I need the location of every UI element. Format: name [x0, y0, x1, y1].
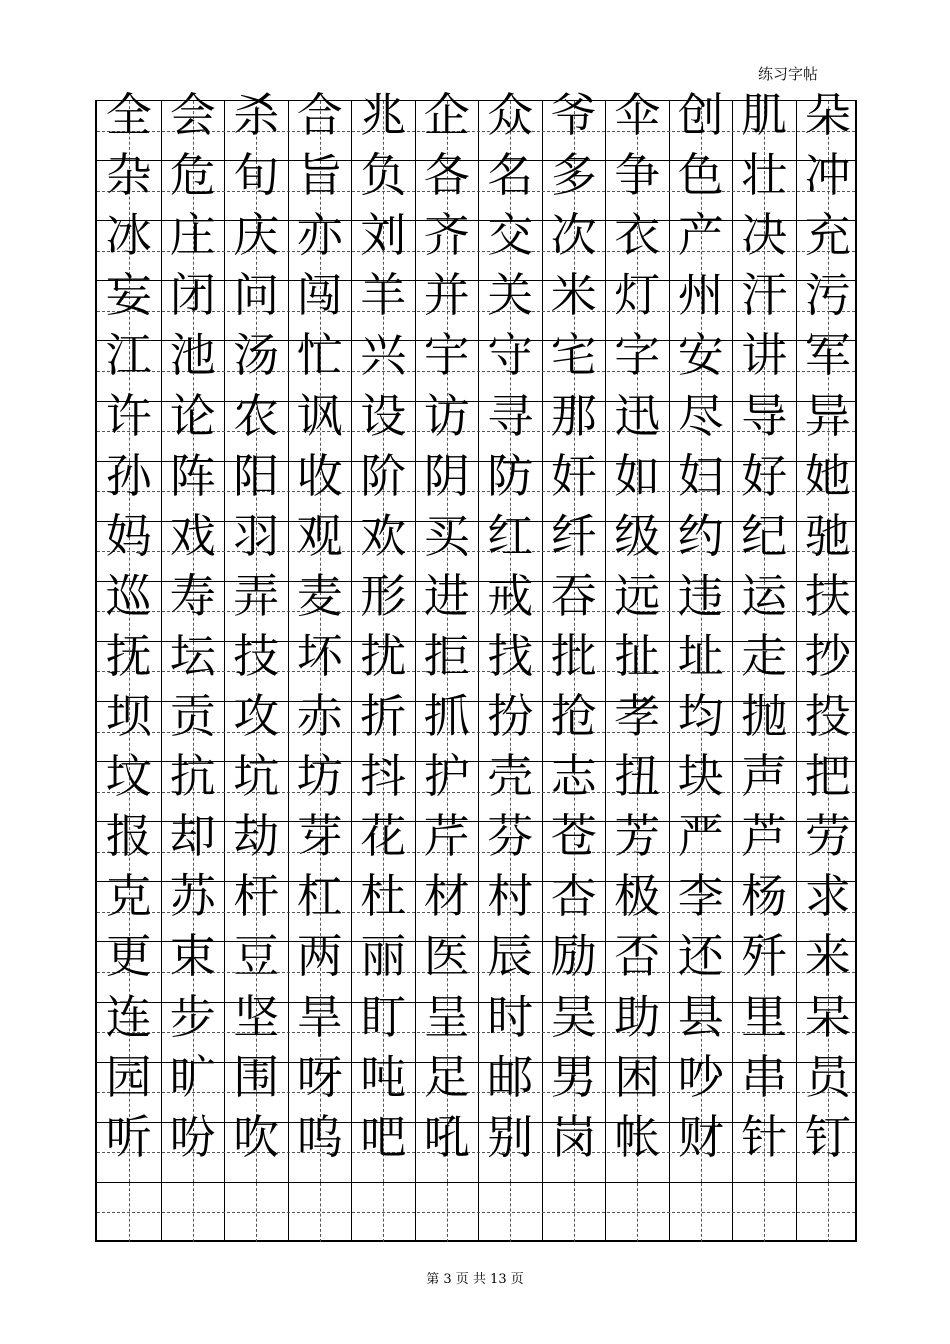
practice-character: 豆 — [233, 929, 280, 984]
practice-character: 杏 — [550, 869, 597, 924]
practice-character: 汤 — [233, 328, 280, 383]
practice-character: 名 — [487, 148, 534, 203]
practice-character: 赤 — [296, 689, 343, 744]
practice-character: 产 — [677, 208, 724, 263]
practice-character: 吴 — [550, 989, 597, 1044]
grid-cell — [669, 1109, 733, 1182]
practice-character: 扮 — [487, 689, 534, 744]
practice-character: 护 — [423, 749, 470, 804]
practice-character: 杂 — [105, 148, 152, 203]
practice-character: 决 — [741, 208, 788, 263]
practice-character: 旱 — [296, 989, 343, 1044]
practice-character: 访 — [423, 388, 470, 443]
practice-character: 羊 — [360, 268, 407, 323]
practice-character: 进 — [423, 568, 470, 623]
practice-character: 克 — [105, 869, 152, 924]
practice-character: 妄 — [105, 268, 152, 323]
grid-cell — [415, 1109, 479, 1182]
practice-character: 冲 — [804, 148, 851, 203]
practice-character: 妈 — [105, 508, 152, 563]
practice-character: 多 — [550, 148, 597, 203]
practice-character: 违 — [677, 568, 724, 623]
practice-character: 扰 — [360, 628, 407, 683]
practice-character: 杀 — [233, 88, 280, 142]
practice-character: 拒 — [423, 628, 470, 683]
practice-character: 旬 — [233, 148, 280, 203]
practice-character: 辰 — [487, 929, 534, 984]
practice-character: 园 — [105, 1049, 152, 1104]
practice-character: 抢 — [550, 689, 597, 744]
practice-character: 如 — [614, 448, 661, 503]
grid-cell — [669, 1183, 733, 1242]
practice-character: 财 — [677, 1109, 724, 1164]
practice-character: 许 — [105, 388, 152, 443]
grid-cell — [161, 1183, 225, 1242]
practice-character: 衣 — [614, 208, 661, 263]
practice-character: 阴 — [423, 448, 470, 503]
practice-character: 创 — [677, 88, 724, 142]
practice-character: 异 — [804, 388, 851, 443]
practice-character: 岗 — [550, 1109, 597, 1164]
practice-character: 交 — [487, 208, 534, 263]
practice-character: 吼 — [423, 1109, 470, 1164]
practice-character: 吵 — [677, 1049, 724, 1104]
practice-character: 各 — [423, 148, 470, 203]
practice-character: 志 — [550, 749, 597, 804]
grid-cell — [224, 1109, 288, 1182]
practice-character: 攻 — [233, 689, 280, 744]
practice-character: 束 — [169, 929, 216, 984]
practice-character: 运 — [741, 568, 788, 623]
grid-cell — [605, 1109, 669, 1182]
practice-character: 坊 — [296, 749, 343, 804]
practice-character: 红 — [487, 508, 534, 563]
practice-character: 听 — [105, 1109, 152, 1164]
practice-character: 极 — [614, 869, 661, 924]
practice-character: 收 — [296, 448, 343, 503]
practice-character: 宇 — [423, 328, 470, 383]
practice-character: 买 — [423, 508, 470, 563]
practice-character: 坚 — [233, 989, 280, 1044]
practice-character: 农 — [233, 388, 280, 443]
practice-character: 否 — [614, 929, 661, 984]
practice-character: 欢 — [360, 508, 407, 563]
practice-character: 扶 — [804, 568, 851, 623]
practice-character: 钉 — [804, 1109, 851, 1164]
practice-character: 兆 — [360, 88, 407, 142]
practice-character: 羽 — [233, 508, 280, 563]
practice-character: 苍 — [550, 809, 597, 864]
practice-character: 色 — [677, 148, 724, 203]
practice-character: 吨 — [360, 1049, 407, 1104]
practice-character: 庄 — [169, 208, 216, 263]
practice-character: 形 — [360, 568, 407, 623]
practice-character: 杠 — [296, 869, 343, 924]
practice-character: 抚 — [105, 628, 152, 683]
practice-character: 闭 — [169, 268, 216, 323]
practice-character: 帐 — [614, 1109, 661, 1164]
practice-character: 争 — [614, 148, 661, 203]
practice-character: 寻 — [487, 388, 534, 443]
grid-cell — [796, 1109, 860, 1182]
practice-character: 坏 — [296, 628, 343, 683]
practice-character: 扯 — [614, 628, 661, 683]
grid-cell — [415, 1183, 479, 1242]
practice-character: 麦 — [296, 568, 343, 623]
practice-character: 尽 — [677, 388, 724, 443]
practice-character: 冰 — [105, 208, 152, 263]
practice-character: 妇 — [677, 448, 724, 503]
practice-character: 她 — [804, 448, 851, 503]
practice-character: 亦 — [296, 208, 343, 263]
practice-character: 朵 — [804, 88, 851, 142]
practice-character: 抄 — [804, 628, 851, 683]
practice-character: 块 — [677, 749, 724, 804]
practice-character: 呜 — [296, 1109, 343, 1164]
practice-character: 宅 — [550, 328, 597, 383]
practice-character: 芳 — [614, 809, 661, 864]
practice-character: 别 — [487, 1109, 534, 1164]
practice-character: 字 — [614, 328, 661, 383]
practice-character: 足 — [423, 1049, 470, 1104]
practice-character: 连 — [105, 989, 152, 1044]
practice-character: 兴 — [360, 328, 407, 383]
practice-character: 坑 — [233, 749, 280, 804]
practice-character: 坝 — [105, 689, 152, 744]
practice-character: 求 — [804, 869, 851, 924]
practice-character: 军 — [804, 328, 851, 383]
practice-character: 报 — [105, 809, 152, 864]
practice-character: 设 — [360, 388, 407, 443]
practice-character: 批 — [550, 628, 597, 683]
practice-character: 戒 — [487, 568, 534, 623]
practice-character: 李 — [677, 869, 724, 924]
practice-character: 论 — [169, 388, 216, 443]
practice-character: 伞 — [614, 88, 661, 142]
grid-row — [97, 1182, 855, 1242]
practice-character: 汗 — [741, 268, 788, 323]
practice-character: 远 — [614, 568, 661, 623]
practice-character: 均 — [677, 689, 724, 744]
practice-character: 芽 — [296, 809, 343, 864]
practice-character: 全 — [105, 88, 152, 142]
practice-character: 迅 — [614, 388, 661, 443]
practice-character: 时 — [487, 989, 534, 1044]
practice-character: 约 — [677, 508, 724, 563]
practice-character: 州 — [677, 268, 724, 323]
practice-character: 呀 — [296, 1049, 343, 1104]
practice-character: 县 — [677, 989, 724, 1044]
practice-character: 危 — [169, 148, 216, 203]
grid-cell — [97, 1183, 161, 1242]
grid-cell — [478, 1109, 542, 1182]
practice-character: 纪 — [741, 508, 788, 563]
practice-character: 阳 — [233, 448, 280, 503]
practice-character: 针 — [741, 1109, 788, 1164]
practice-character: 严 — [677, 809, 724, 864]
practice-character: 投 — [804, 689, 851, 744]
grid-cell — [605, 1183, 669, 1242]
practice-character: 充 — [804, 208, 851, 263]
practice-character: 巡 — [105, 568, 152, 623]
practice-character: 技 — [233, 628, 280, 683]
practice-character: 走 — [741, 628, 788, 683]
practice-character: 贡 — [169, 689, 216, 744]
practice-character: 材 — [423, 869, 470, 924]
page-title: 练习字帖 — [758, 65, 819, 83]
practice-character: 吧 — [360, 1109, 407, 1164]
practice-character: 闯 — [296, 268, 343, 323]
practice-character: 旷 — [169, 1049, 216, 1104]
practice-character: 爷 — [550, 88, 597, 142]
practice-character: 米 — [550, 268, 597, 323]
practice-character: 扭 — [614, 749, 661, 804]
grid-cell — [288, 1109, 352, 1182]
practice-character: 好 — [741, 448, 788, 503]
practice-character: 众 — [487, 88, 534, 142]
grid-cell — [542, 1183, 606, 1242]
grid-cell — [351, 1109, 415, 1182]
grid-cell — [732, 1109, 796, 1182]
practice-character: 江 — [105, 328, 152, 383]
practice-character: 芹 — [423, 809, 470, 864]
grid-cell — [97, 1109, 161, 1182]
practice-character: 寿 — [169, 568, 216, 623]
practice-character: 刘 — [360, 208, 407, 263]
practice-character: 齐 — [423, 208, 470, 263]
practice-character: 杜 — [360, 869, 407, 924]
grid-cell — [161, 1109, 225, 1182]
practice-character: 劫 — [233, 809, 280, 864]
practice-character: 级 — [614, 508, 661, 563]
practice-character: 芬 — [487, 809, 534, 864]
practice-character: 负 — [360, 148, 407, 203]
practice-character: 灯 — [614, 268, 661, 323]
grid-cell — [224, 1183, 288, 1242]
practice-character: 池 — [169, 328, 216, 383]
practice-character: 找 — [487, 628, 534, 683]
practice-character: 关 — [487, 268, 534, 323]
practice-character: 苏 — [169, 869, 216, 924]
practice-character: 抓 — [423, 689, 470, 744]
page-number: 第 3 页 共 13 页 — [426, 1272, 524, 1287]
practice-character: 纤 — [550, 508, 597, 563]
practice-character: 防 — [487, 448, 534, 503]
practice-character: 抗 — [169, 749, 216, 804]
grid-row — [97, 1109, 855, 1182]
practice-character: 肌 — [741, 88, 788, 142]
practice-character: 医 — [423, 929, 470, 984]
practice-character: 企 — [423, 88, 470, 142]
practice-character: 劳 — [804, 809, 851, 864]
practice-character: 安 — [677, 328, 724, 383]
practice-character: 壳 — [487, 749, 534, 804]
practice-character: 丽 — [360, 929, 407, 984]
practice-character: 励 — [550, 929, 597, 984]
practice-character: 还 — [677, 929, 724, 984]
practice-character: 助 — [614, 989, 661, 1044]
practice-character: 观 — [296, 508, 343, 563]
practice-character: 忙 — [296, 328, 343, 383]
practice-character: 里 — [741, 989, 788, 1044]
grid-cell — [288, 1183, 352, 1242]
practice-character: 围 — [233, 1049, 280, 1104]
practice-character: 花 — [360, 809, 407, 864]
practice-character: 更 — [105, 929, 152, 984]
practice-character: 芦 — [741, 809, 788, 864]
practice-character: 那 — [550, 388, 597, 443]
practice-character: 吞 — [550, 568, 597, 623]
practice-character: 男 — [550, 1049, 597, 1104]
practice-character: 来 — [804, 929, 851, 984]
practice-character: 呆 — [804, 989, 851, 1044]
practice-character: 讲 — [741, 328, 788, 383]
practice-character: 址 — [677, 628, 724, 683]
grid-cell — [542, 1109, 606, 1182]
grid-cell — [796, 1183, 860, 1242]
practice-character: 合 — [296, 88, 343, 142]
practice-character: 步 — [169, 989, 216, 1044]
practice-character: 阶 — [360, 448, 407, 503]
practice-character: 两 — [296, 929, 343, 984]
practice-character: 村 — [487, 869, 534, 924]
practice-character: 讽 — [296, 388, 343, 443]
practice-character: 会 — [169, 88, 216, 142]
practice-character: 阵 — [169, 448, 216, 503]
practice-character: 庆 — [233, 208, 280, 263]
grid-cell — [351, 1183, 415, 1242]
practice-character: 吩 — [169, 1109, 216, 1164]
practice-character: 把 — [804, 749, 851, 804]
practice-grid — [95, 88, 857, 1242]
grid-cell — [732, 1183, 796, 1242]
practice-character: 孙 — [105, 448, 152, 503]
practice-character: 坟 — [105, 749, 152, 804]
practice-character: 旨 — [296, 148, 343, 203]
practice-character: 吹 — [233, 1109, 280, 1164]
practice-character: 孝 — [614, 689, 661, 744]
practice-character: 抖 — [360, 749, 407, 804]
practice-character: 导 — [741, 388, 788, 443]
grid-cell — [478, 1183, 542, 1242]
practice-character: 抛 — [741, 689, 788, 744]
practice-character: 困 — [614, 1049, 661, 1104]
practice-character: 折 — [360, 689, 407, 744]
practice-character: 员 — [804, 1049, 851, 1104]
practice-character: 邮 — [487, 1049, 534, 1104]
practice-character: 奸 — [550, 448, 597, 503]
practice-character: 盯 — [360, 989, 407, 1044]
practice-character: 弄 — [233, 568, 280, 623]
practice-character: 守 — [487, 328, 534, 383]
practice-character: 坛 — [169, 628, 216, 683]
practice-character: 戏 — [169, 508, 216, 563]
practice-character: 壮 — [741, 148, 788, 203]
practice-character: 却 — [169, 809, 216, 864]
practice-character: 歼 — [741, 929, 788, 984]
practice-character: 污 — [804, 268, 851, 323]
practice-character: 呈 — [423, 989, 470, 1044]
practice-character: 串 — [741, 1049, 788, 1104]
practice-character: 声 — [741, 749, 788, 804]
practice-character: 次 — [550, 208, 597, 263]
practice-character: 驰 — [804, 508, 851, 563]
practice-character: 杆 — [233, 869, 280, 924]
practice-character: 并 — [423, 268, 470, 323]
practice-character: 问 — [233, 268, 280, 323]
practice-character: 杨 — [741, 869, 788, 924]
